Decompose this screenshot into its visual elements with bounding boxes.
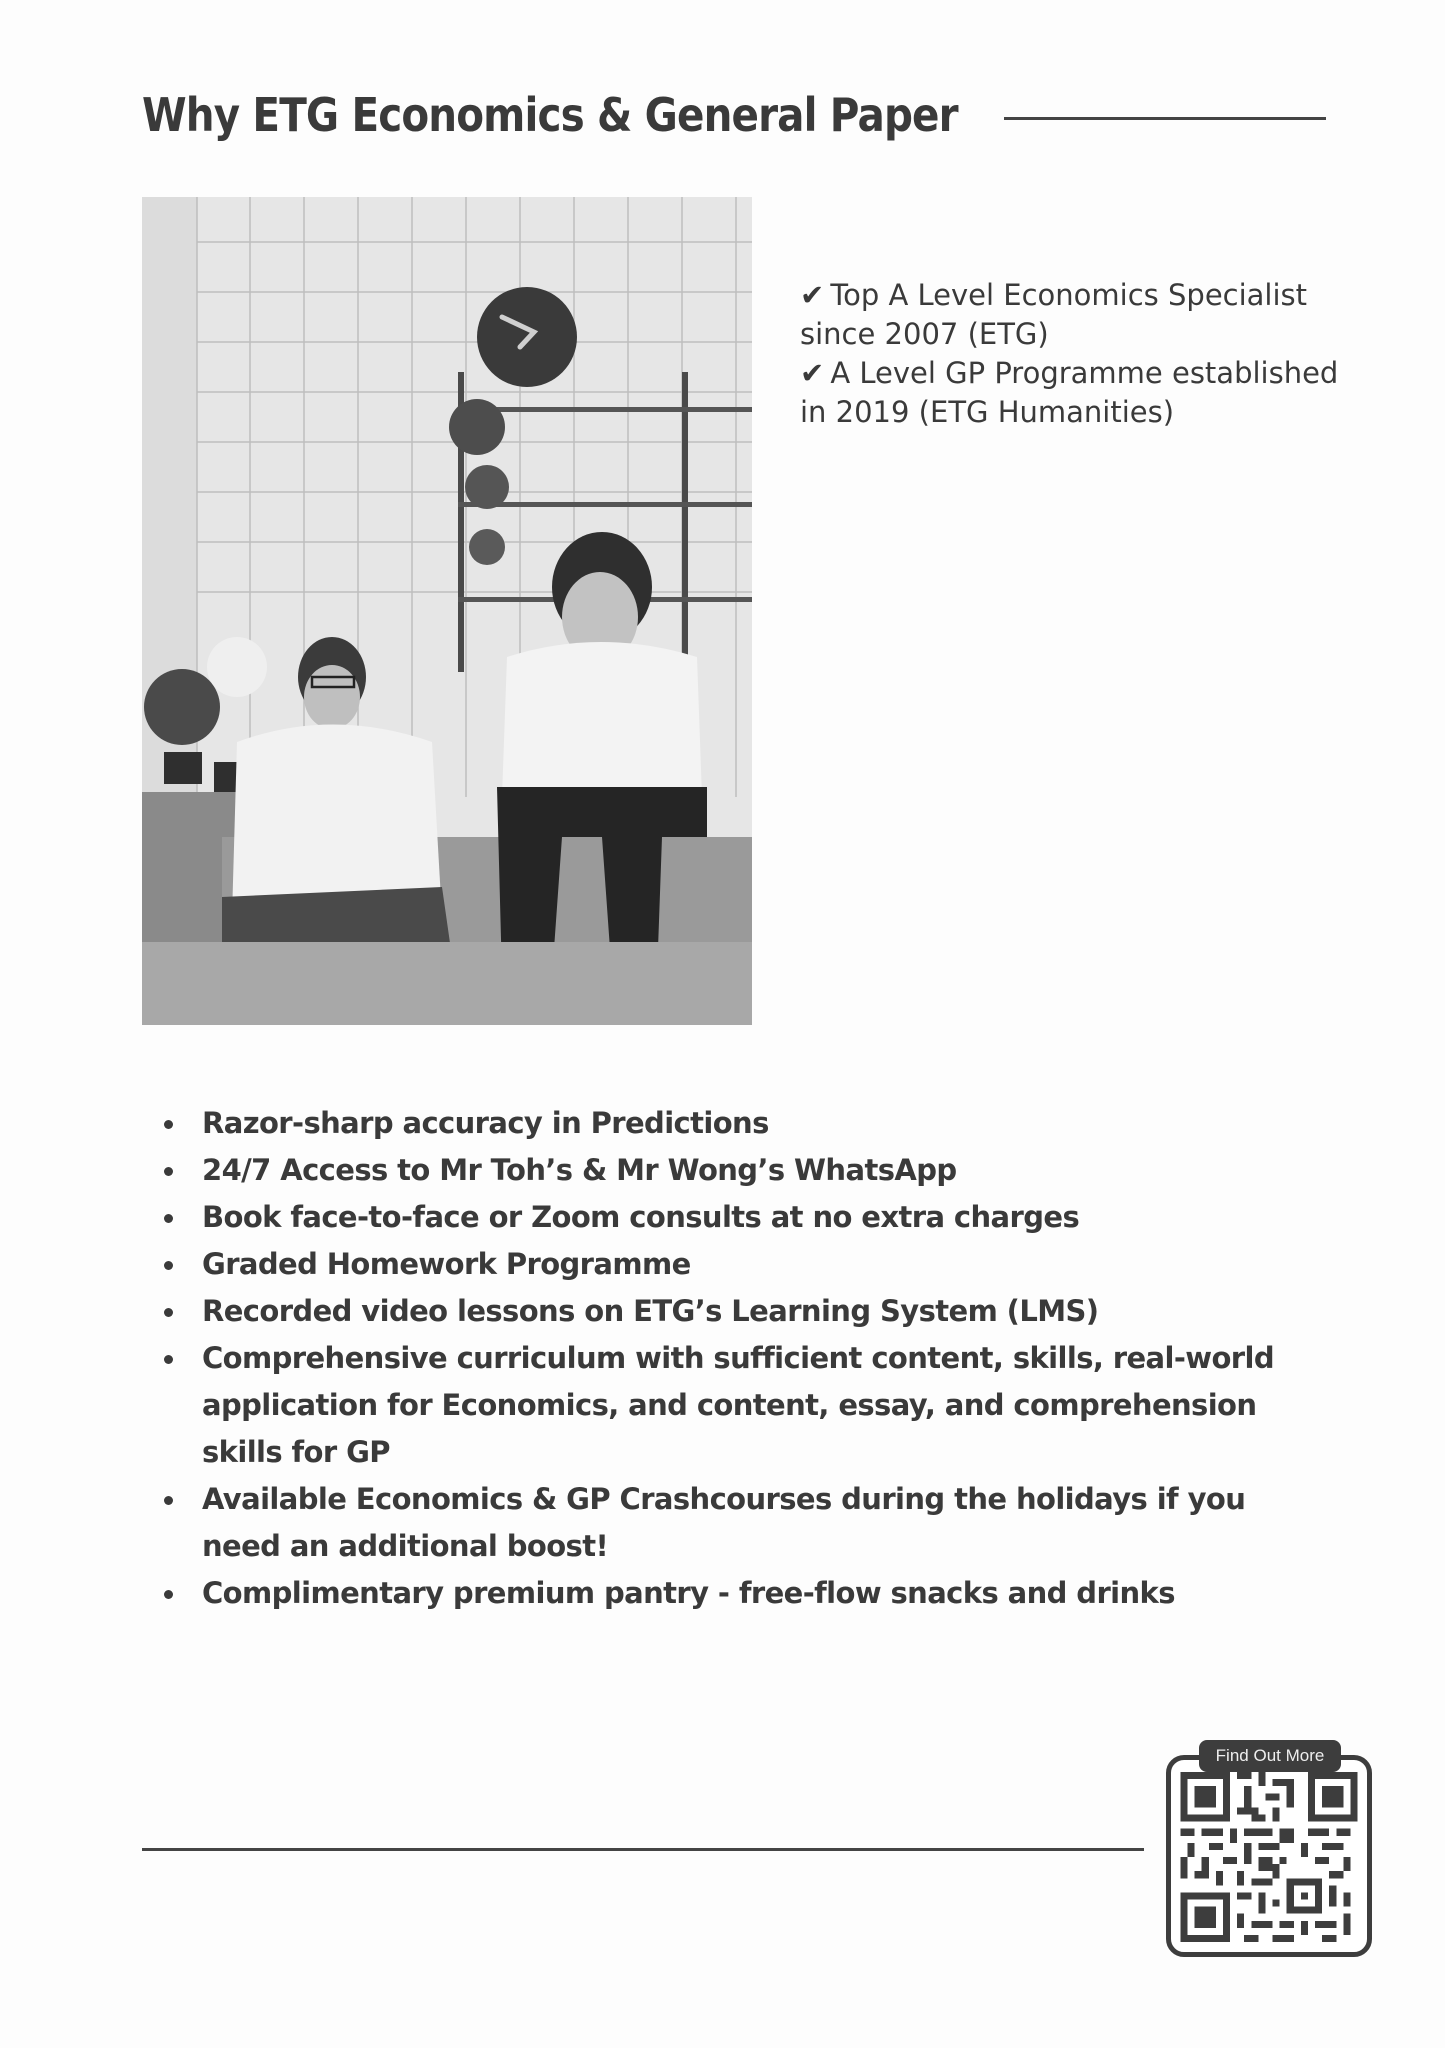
bullet-icon — [164, 1496, 173, 1505]
bullet-icon — [164, 1590, 173, 1599]
feature-item: Book face-to-face or Zoom consults at no extra charges — [150, 1194, 1330, 1241]
feature-item: Comprehensive curriculum with sufficient content, skills, real-world application for Economics, and content, essay, and comprehension skills for GP — [150, 1335, 1330, 1476]
tutors-photo — [142, 197, 752, 1025]
find-out-more-label[interactable]: Find Out More — [1199, 1740, 1341, 1772]
feature-item: Complimentary premium pantry - free-flow snacks and drinks — [150, 1570, 1330, 1617]
bullet-icon — [164, 1120, 173, 1129]
footer-divider — [142, 1848, 1144, 1851]
features-list — [150, 1100, 1330, 1617]
feature-item: 24/7 Access to Mr Toh’s & Mr Wong’s WhatsApp — [150, 1147, 1330, 1194]
title-divider — [1004, 117, 1326, 120]
bullet-icon — [164, 1261, 173, 1270]
feature-item: Razor-sharp accuracy in Predictions — [150, 1100, 1330, 1147]
bullet-icon — [164, 1355, 173, 1364]
feature-item: Available Economics & GP Crashcourses during the holidays if you need an additional boost! — [150, 1476, 1330, 1570]
page-title: Why ETG Economics & General Paper — [142, 88, 958, 142]
check-icon: ✔ — [800, 356, 825, 390]
bullet-icon — [164, 1214, 173, 1223]
qr-code-icon[interactable] — [1180, 1772, 1358, 1942]
bullet-icon — [164, 1167, 173, 1176]
feature-item: Graded Homework Programme — [150, 1241, 1330, 1288]
highlight-item: ✔ Top A Level Economics Specialist since 2007 (ETG) — [800, 278, 1308, 351]
feature-item: Recorded video lessons on ETG’s Learning System (LMS) — [150, 1288, 1330, 1335]
highlights-list — [800, 276, 1340, 432]
check-icon: ✔ — [800, 278, 825, 312]
highlight-item: ✔ A Level GP Programme established in 2019 (ETG Humanities) — [800, 356, 1339, 429]
bullet-icon — [164, 1308, 173, 1317]
